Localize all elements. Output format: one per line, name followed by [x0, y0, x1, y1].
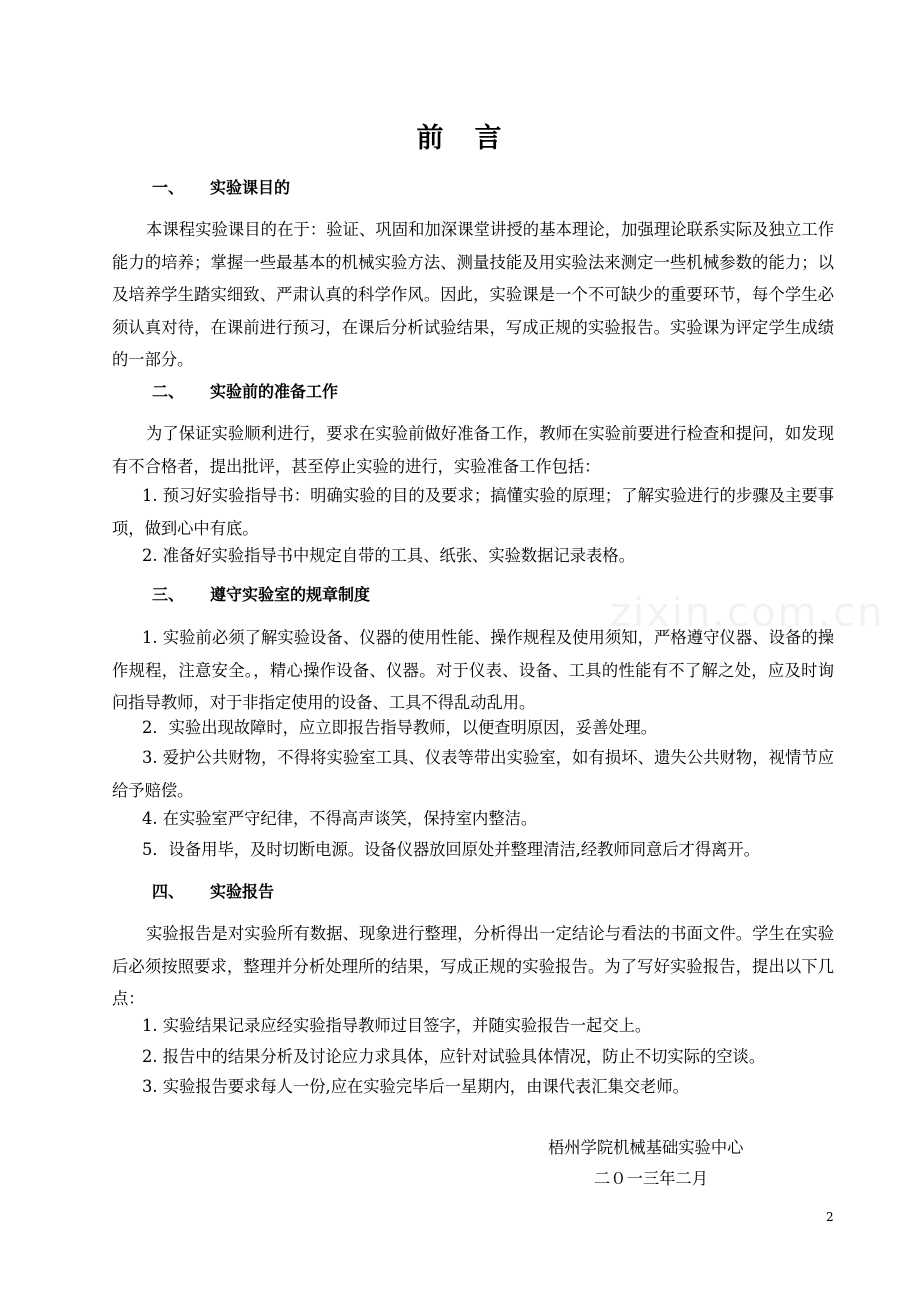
section-heading-3: [152, 585, 370, 605]
list-item: 4. 在实验室严守纪律，不得高声谈笑，保持室内整洁。: [142, 809, 538, 828]
section-title: 遵守实验室的规章制度: [210, 585, 371, 604]
paragraph: 实验报告是对实验所有数据、现象进行整理，分析得出一定结论与看法的书面文件。学生在实验后必须按照要求，整理并分析处理所的结果，写成正规的实验报告。为了写好实验报告，提出以下几点：: [112, 924, 834, 1009]
list-item: 3. 爱护公共财物，不得将实验室工具、仪表等带出实验室，如有损坏、遗失公共财物，视情节应给予赔偿。: [112, 748, 834, 800]
list-item: 1. 实验结果记录应经实验指导教师过目签字，并随实验报告一起交上。: [142, 1016, 652, 1035]
section-title: 实验前的准备工作: [210, 382, 339, 401]
section-heading-1: [152, 178, 290, 198]
watermark: zixin.com.cn: [610, 590, 885, 636]
section-title: 实验课目的: [210, 178, 291, 197]
section-number: 三、: [152, 585, 185, 604]
paragraph: 为了保证实验顺利进行，要求在实验前做好准备工作，教师在实验前要进行检查和提问，如发现有不合格者，提出批评，甚至停止实验的进行，实验准备工作包括：: [112, 424, 834, 476]
list-item: 2. 准备好实验指导书中规定自带的工具、纸张、实验数据记录表格。: [142, 546, 635, 565]
section-number: 二、: [152, 382, 185, 401]
section-heading-4: [152, 882, 274, 902]
paragraph: 本课程实验课目的在于：验证、巩固和加深课堂讲授的基本理论，加强理论联系实际及独立工作能力的培养；掌握一些最基本的机械实验方法、测量技能及用实验法来测定一些机械参数的能力；以及培养学生踏实细致、严肃认真的科学作风。因此，实验课是一个不可缺少的重要环节，每个学生必须认真对待，在课前进行预习，在课后分析试验结果，写成正规的实验报告。实验课为评定学生成绩的一部分。: [112, 220, 834, 370]
list-item: 3. 实验报告要求每人一份,应在实验完毕后一星期内，由课代表汇集交老师。: [142, 1077, 689, 1096]
list-item: 1. 实验前必须了解实验设备、仪器的使用性能、操作规程及使用须知，严格遵守仪器、设备的操作规程，注意安全。，精心操作设备、仪器。对于仪表、设备、工具的性能有不了解之处，应及时询问指导教师，对于非指定使用的设备、工具不得乱动乱用。: [112, 628, 834, 713]
section-number: 一、: [152, 178, 185, 197]
signature-org: 梧州学院机械基础实验中心: [548, 1138, 744, 1157]
section-heading-2: [152, 382, 338, 402]
section-number: 四、: [152, 882, 185, 901]
list-item: 5．设备用毕，及时切断电源。设备仪器放回原处并整理清洁,经教师同意后才得离开。: [142, 840, 760, 859]
list-item: 1. 预习好实验指导书：明确实验的目的及要求；搞懂实验的原理；了解实验进行的步骤及主要事项，做到心中有底。: [112, 486, 834, 538]
list-item: 2．实验出现故障时，应立即报告指导教师，以便查明原因，妥善处理。: [142, 718, 658, 737]
page-number: 2: [826, 1210, 834, 1224]
section-title: 实验报告: [210, 882, 275, 901]
signature-date: 二０一三年二月: [594, 1169, 708, 1188]
page-title: 前 言: [416, 123, 504, 154]
list-item: 2. 报告中的结果分析及讨论应力求具体，应针对试验具体情况，防止不切实际的空谈。: [142, 1047, 766, 1066]
